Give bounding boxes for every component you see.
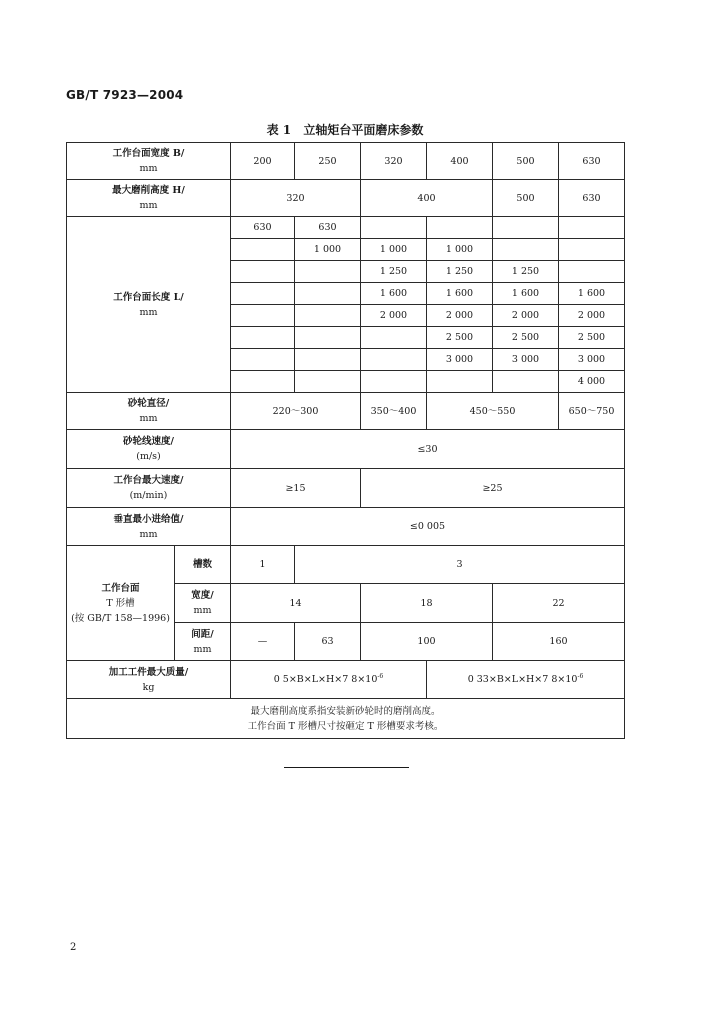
tslot-count-label: 槽数 (175, 546, 231, 584)
length-value (493, 371, 559, 393)
length-value (231, 305, 295, 327)
length-value: 1 250 (427, 261, 493, 283)
tslot-width-label: 宽度/ mm (175, 584, 231, 623)
length-value: 2 000 (559, 305, 625, 327)
row-label-wheel-speed: 砂轮线速度/ (m/s) (67, 430, 231, 469)
height-value: 630 (559, 180, 625, 217)
tslot-width-value: 22 (493, 584, 625, 623)
tslot-spacing-value: — (231, 623, 295, 661)
table-row (67, 508, 625, 546)
table-speed-value: ≥15 (231, 469, 361, 508)
length-value (231, 349, 295, 371)
length-value (231, 371, 295, 393)
table-row (67, 661, 625, 699)
note-line: 工作台面 T 形槽尺寸按砸定 T 形槽要求考核。 (247, 720, 444, 732)
length-value: 630 (231, 217, 295, 239)
width-value: 200 (231, 143, 295, 180)
row-label-feed: 垂直最小进给值/ mm (67, 508, 231, 546)
length-value (361, 371, 427, 393)
length-value (493, 217, 559, 239)
mass-formula: 0 33×B×L×H×7 $8\times 10^{-6}$ (427, 661, 625, 699)
length-value: 2 500 (559, 327, 625, 349)
height-value: 320 (231, 180, 361, 217)
length-value (295, 327, 361, 349)
length-value: 1 600 (493, 283, 559, 305)
wheel-diameter-value: 220～300 (231, 393, 361, 430)
tslot-count-value: 3 (295, 546, 625, 584)
length-value (231, 239, 295, 261)
length-value (559, 217, 625, 239)
mass-formula: 0 5×B×L×H×7 $8\times 10^{-6}$ (231, 661, 427, 699)
table-row (67, 143, 625, 180)
table-caption (66, 121, 624, 138)
width-value: 630 (559, 143, 625, 180)
table-row (67, 469, 625, 508)
length-value (295, 305, 361, 327)
width-value: 400 (427, 143, 493, 180)
length-value: 2 500 (427, 327, 493, 349)
length-value: 2 500 (493, 327, 559, 349)
table-title: 立轴矩台平面磨床参数 (303, 123, 424, 137)
table-notes (67, 699, 625, 739)
wheel-speed-value: ≤30 (231, 430, 625, 469)
length-value (295, 371, 361, 393)
length-value (361, 349, 427, 371)
parameter-table (66, 142, 625, 739)
length-value: 630 (295, 217, 361, 239)
length-value: 2 000 (427, 305, 493, 327)
length-value (231, 261, 295, 283)
end-rule (284, 767, 409, 768)
length-value: 3 000 (559, 349, 625, 371)
table-row (67, 430, 625, 469)
tslot-width-value: 14 (231, 584, 361, 623)
table-row (67, 180, 625, 217)
table-row (67, 546, 625, 584)
table-row (67, 393, 625, 430)
length-value: 1 250 (493, 261, 559, 283)
tslot-spacing-value: 160 (493, 623, 625, 661)
length-value: 1 000 (295, 239, 361, 261)
length-value: 1 250 (361, 261, 427, 283)
width-value: 250 (295, 143, 361, 180)
length-value (427, 371, 493, 393)
width-value: 500 (493, 143, 559, 180)
row-label-height: 最大磨削高度 H/ mm (67, 180, 231, 217)
length-value: 1 600 (559, 283, 625, 305)
note-line: 最大磨削高度系指安装新砂轮时的磨削高度。 (250, 705, 441, 717)
tslot-spacing-value: 100 (361, 623, 493, 661)
feed-value: ≤0 005 (231, 508, 625, 546)
tslot-spacing-value: 63 (295, 623, 361, 661)
length-value (559, 261, 625, 283)
length-value (295, 349, 361, 371)
length-value (493, 239, 559, 261)
table-row (67, 217, 625, 239)
tslot-width-value: 18 (361, 584, 493, 623)
length-value: 1 600 (427, 283, 493, 305)
length-value: 1 600 (361, 283, 427, 305)
page-number: 2 (70, 942, 77, 953)
standard-code: GB/T 7923—2004 (66, 88, 184, 102)
tslot-count-value: 1 (231, 546, 295, 584)
length-value (361, 217, 427, 239)
length-value (231, 327, 295, 349)
length-value (295, 283, 361, 305)
row-label-wheel-diameter: 砂轮直径/ mm (67, 393, 231, 430)
length-value (231, 283, 295, 305)
length-value (361, 327, 427, 349)
mass-exponent: -6 (577, 672, 584, 680)
tslot-spacing-label: 间距/ mm (175, 623, 231, 661)
wheel-diameter-value: 350～400 (361, 393, 427, 430)
length-value: 4 000 (559, 371, 625, 393)
length-value (295, 261, 361, 283)
height-value: 500 (493, 180, 559, 217)
table-speed-value: ≥25 (361, 469, 625, 508)
wheel-diameter-value: 450～550 (427, 393, 559, 430)
length-value: 1 000 (427, 239, 493, 261)
row-label-width: 工作台面宽度 B/ mm (67, 143, 231, 180)
length-value: 1 000 (361, 239, 427, 261)
table-row (67, 699, 625, 739)
length-value: 3 000 (427, 349, 493, 371)
wheel-diameter-value: 650～750 (559, 393, 625, 430)
table-number: 表 1 (266, 123, 292, 137)
row-label-tslot: 工作台面 T 形槽 (按 GB/T 158—1996) (67, 546, 175, 661)
length-value: 2 000 (361, 305, 427, 327)
length-value: 3 000 (493, 349, 559, 371)
row-label-length: 工作台面长度 L/ mm (67, 217, 231, 393)
length-value (427, 217, 493, 239)
width-value: 320 (361, 143, 427, 180)
row-label-table-speed: 工作台最大速度/ (m/min) (67, 469, 231, 508)
height-value: 400 (361, 180, 493, 217)
length-value (559, 239, 625, 261)
row-label-mass: 加工工件最大质量/ kg (67, 661, 231, 699)
length-value: 2 000 (493, 305, 559, 327)
